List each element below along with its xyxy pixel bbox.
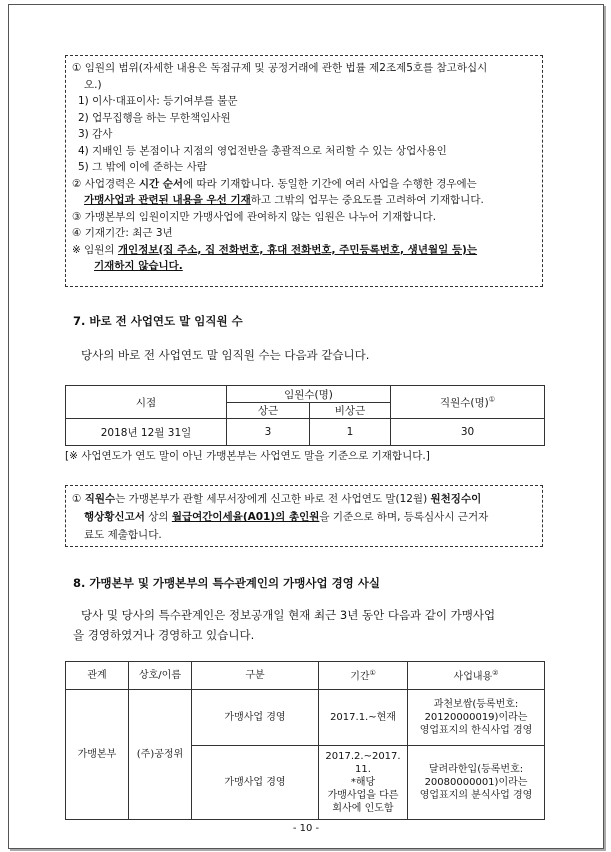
section-8-heading: 8. 가맹본부 및 가맹본부의 특수관계인의 가맹사업 경영 사실 [73, 576, 381, 590]
col-header-staff: 직원수(명)① [391, 386, 545, 419]
cell-date: 2018년 12월 31일 [66, 419, 227, 446]
list-item: 2) 업무집행을 하는 무한책임사원 [78, 111, 231, 124]
page-number: - 10 - [292, 823, 320, 834]
section-8-paragraph-line-1: 당사 및 당사의 특수관계인은 정보공개일 현재 최근 3년 동안 다음과 같이 가맹사업 [81, 608, 496, 622]
list-item: 3) 감사 [78, 128, 113, 140]
col-header-name: 상호/이름 [129, 662, 192, 690]
section-8-paragraph-line-2: 을 경영하였거나 경영하고 있습니다. [73, 628, 255, 642]
fiscal-year-note: [※ 사업연도가 연도 말이 아닌 가맹본부는 사업연도 말을 기준으로 기재합니다.] [65, 450, 430, 462]
cell-period: 2017.2.~2017. 11. *해당 가맹사업을 다른 회사에 인도함 [319, 746, 408, 820]
cell-period: 2017.1.~현재 [319, 690, 408, 746]
privacy-note-cont: 기재하지 않습니다. [94, 260, 183, 272]
staff-count-table [65, 385, 545, 446]
cell-type: 가맹사업 경영 [192, 690, 319, 746]
section-7-paragraph: 당사의 바로 전 사업연도 말 임직원 수는 다음과 같습니다. [81, 348, 370, 362]
note-2: ② 사업경력은 시간 순서에 따라 기재합니다. 동일한 기간에 여러 사업을 수행한 경우에는 [72, 177, 477, 190]
note-1-cont: 오.) [84, 78, 102, 91]
cell-content: 달려라한입(등록번호: 20080000001)이라는 영업표지의 분식사업 경영 [408, 746, 545, 820]
cell-type: 가맹사업 경영 [192, 746, 319, 820]
cell-staff: 30 [391, 419, 545, 446]
cell-content: 과천보쌈(등록번호: 20120000019)이라는 영업표지의 한식사업 경영 [408, 690, 545, 746]
col-header-date: 시점 [66, 386, 227, 419]
privacy-note: ※ 임원의 개인정보(집 주소, 집 전화번호, 휴대 전화번호, 주민등록번호, 생년월일 등)는 [72, 243, 477, 256]
list-item: 4) 지배인 등 본점이나 지점의 영업전반을 총괄적으로 처리할 수 있는 상업사용인 [78, 144, 447, 157]
col-header-standing: 상근 [227, 403, 310, 419]
note-2-cont: 가맹사업과 관련된 내용을 우선 기재하고 그밖의 업무는 중요도를 고려하여 기재합니다. [84, 194, 484, 206]
cell-relation: 가맹본부 [66, 690, 129, 820]
officer-scope-notes [65, 55, 543, 287]
franchise-business-table [65, 661, 545, 820]
note-3: ③ 가맹본부의 임원이지만 가맹사업에 관여하지 않는 임원은 나누어 기재합니다. [72, 210, 437, 223]
table-row [66, 690, 545, 746]
col-header-relation: 관계 [66, 662, 129, 690]
cell-standing: 3 [227, 419, 310, 446]
cell-nonstanding: 1 [310, 419, 391, 446]
col-header-officers: 임원수(명) [227, 386, 391, 403]
col-header-type: 구분 [192, 662, 319, 690]
document-page [8, 4, 604, 849]
staff-count-notes [65, 485, 543, 547]
col-header-period: 기간① [319, 662, 408, 690]
staff-note-line-1: ① 직원수는 가맹본부가 관할 세무서장에게 신고한 바로 전 사업연도 말(12월) 원천징수이 [72, 493, 482, 505]
cell-name: (주)공정위 [129, 690, 192, 820]
col-header-nonstanding: 비상근 [310, 403, 391, 419]
staff-note-line-3: 료도 제출합니다. [84, 529, 162, 541]
note-1: ① 임원의 범위(자세한 내용은 독점규제 및 공정거래에 관한 법률 제2조제5호를 참고하십시 [72, 62, 488, 74]
section-7-heading: 7. 바로 전 사업연도 말 임직원 수 [73, 314, 243, 328]
list-item: 1) 이사·대표이사: 등기여부를 불문 [78, 95, 238, 107]
list-item: 5) 그 밖에 이에 준하는 사람 [78, 161, 207, 173]
note-4: ④ 기재기간: 최근 3년 [72, 227, 173, 239]
col-header-content: 사업내용② [408, 662, 545, 690]
staff-note-line-2: 행상황신고서 상의 월급여간이세율(A01)의 총인원을 기준으로 하며, 등록심사시 근거자 [84, 511, 489, 523]
